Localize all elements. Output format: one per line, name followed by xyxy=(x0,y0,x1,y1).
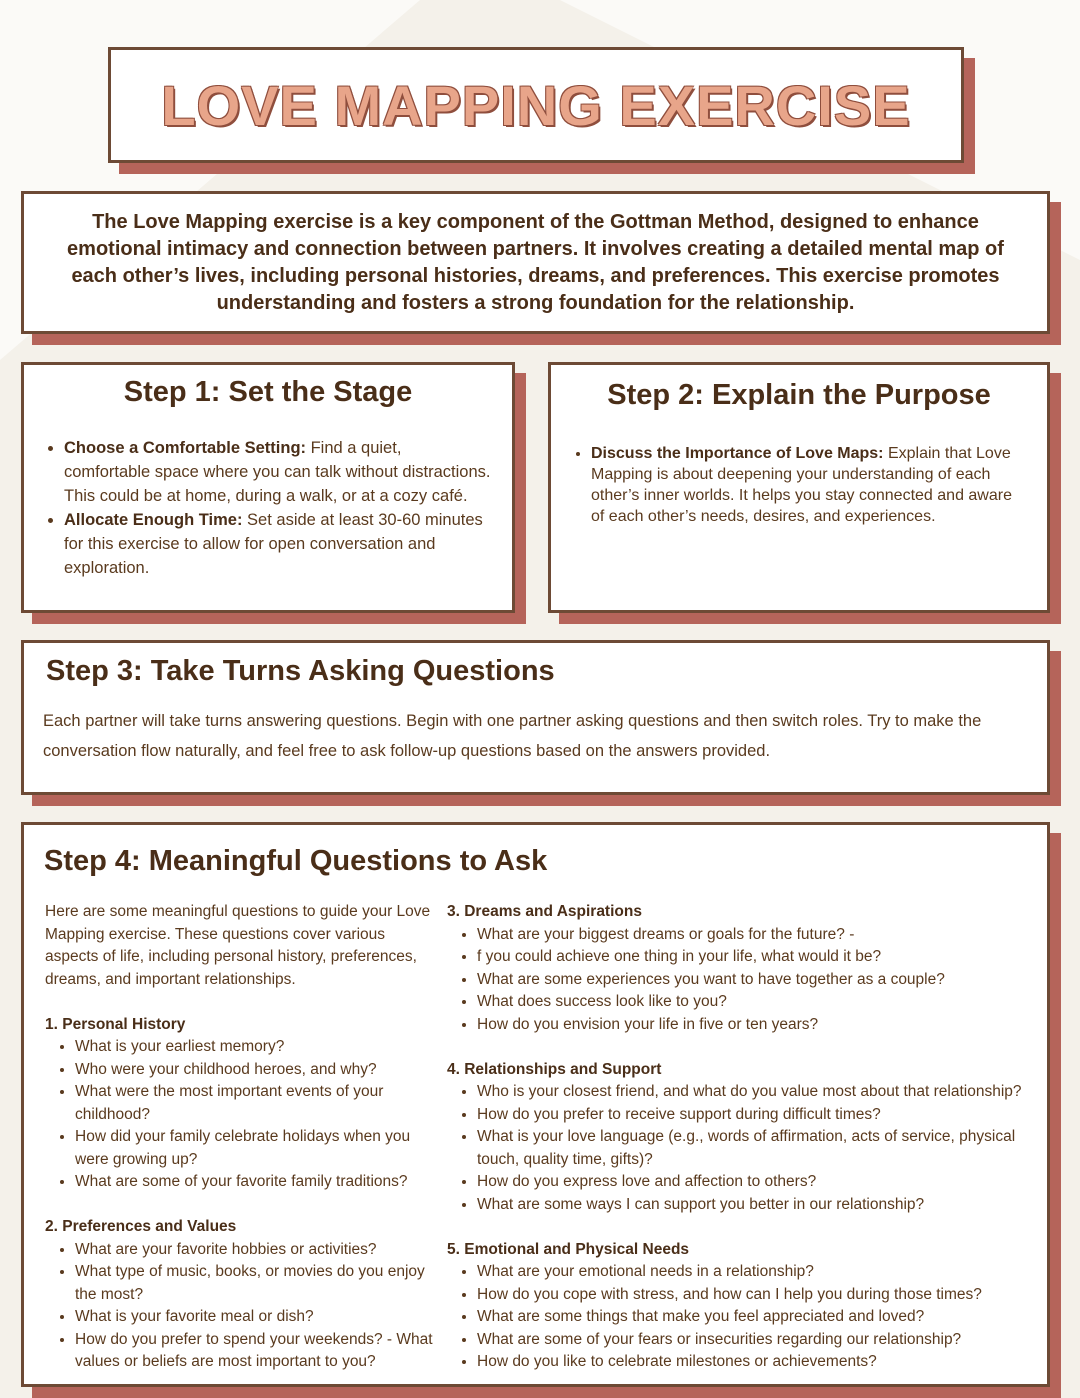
step-4-heading: Step 4: Meaningful Questions to Ask xyxy=(44,845,548,877)
question-item: • What are some experiences you want to have together as a couple? xyxy=(477,969,1047,992)
section-title: 2. Preferences and Values xyxy=(45,1218,237,1235)
question-item: • What type of music, books, or movies do you enjoy the most? xyxy=(75,1261,439,1306)
section-title: 4. Relationships and Support xyxy=(447,1060,662,1078)
item-label: Choose a Comfortable Setting: xyxy=(64,439,307,457)
item-label: Allocate Enough Time: xyxy=(64,511,243,529)
step-3-panel xyxy=(21,640,1050,795)
question-item: • What were the most important events of your childhood? xyxy=(75,1081,439,1126)
question-item: • What is your earliest memory? xyxy=(75,1036,439,1059)
list-item xyxy=(591,443,1027,527)
intro-panel xyxy=(21,191,1050,334)
question-item: • What are some things that make you feel appreciated and loved? xyxy=(477,1306,1047,1329)
question-item: • How did your family celebrate holidays when you were growing up? xyxy=(75,1126,439,1171)
question-item: • Who is your closest friend, and what do you value most about that relationship? xyxy=(477,1081,1047,1104)
question-item: • What are your emotional needs in a relationship? xyxy=(477,1261,1047,1284)
step-4-intro: Here are some meaningful questions to guide your Love Mapping exercise. These questions cover various aspects of life, including personal history, preferences, dreams, and important relationships. xyxy=(45,903,431,988)
list-item xyxy=(64,436,492,508)
section-title: 5. Emotional and Physical Needs xyxy=(447,1240,690,1258)
question-item: • What is your favorite meal or dish? xyxy=(75,1306,439,1329)
question-item: • How do you express love and affection to others? xyxy=(477,1171,1047,1194)
question-item: • What is your love language (e.g., words of affirmation, acts of service, physical touch, quality time, gifts)? xyxy=(477,1126,1047,1171)
question-item: • What are some of your favorite family traditions? xyxy=(75,1171,439,1194)
step-1-heading: Step 1: Set the Stage xyxy=(123,376,413,408)
question-item: • Who were your childhood heroes, and why? xyxy=(75,1059,439,1082)
question-item: • What are some of your fears or insecurities regarding our relationship? xyxy=(477,1329,1047,1352)
step-3-text: Each partner will take turns answering questions. Begin with one partner asking questions and then switch roles. Try to make the conversation flow naturally, and feel free to ask follow-up questions based on the answers provided. xyxy=(43,712,982,760)
question-list xyxy=(447,924,1047,1037)
question-item: • How do you prefer to spend your weekends? - What values or beliefs are most important to you? xyxy=(75,1329,439,1374)
list-item xyxy=(64,508,492,580)
title-banner xyxy=(108,47,964,163)
step-2-panel xyxy=(548,362,1050,613)
intro-text: The Love Mapping exercise is a key component of the Gottman Method, designed to enhance emotional intimacy and connection between partners. It involves creating a detailed mental map of each other’s lives, including personal histories, dreams, and preferences. This exercise promotes understanding and fosters a strong foundation for the relationship. xyxy=(67,210,1004,314)
item-text: Find a quiet, comfortable space where you can talk without distractions. This could be at home, during a walk, or at a cozy café. xyxy=(64,439,491,505)
question-item: • What does success look like to you? xyxy=(477,991,1047,1014)
step-1-panel xyxy=(21,362,515,613)
question-item: • How do you prefer to receive support during difficult times? xyxy=(477,1104,1047,1127)
step-4-panel xyxy=(21,822,1050,1387)
question-item: • How do you like to celebrate milestones or achievements? xyxy=(477,1351,1047,1374)
question-item: • How do you envision your life in five or ten years? xyxy=(477,1014,1047,1037)
item-label: Discuss the Importance of Love Maps: xyxy=(591,445,884,462)
step-1-list xyxy=(24,436,512,580)
step-3-heading: Step 3: Take Turns Asking Questions xyxy=(46,655,555,687)
page-title: LOVE MAPPING EXERCISE xyxy=(161,73,911,137)
question-item: • f you could achieve one thing in your life, what would it be? xyxy=(477,946,1047,969)
item-text: Set aside at least 30-60 minutes for this exercise to allow for open conversation and exploration. xyxy=(64,511,483,577)
questions-right-column xyxy=(447,901,1047,1374)
step-2-list xyxy=(551,443,1047,527)
question-list xyxy=(447,1261,1047,1374)
section-title: 3. Dreams and Aspirations xyxy=(447,903,642,920)
question-item: • What are some ways I can support you better in our relationship? xyxy=(477,1194,1047,1217)
question-list xyxy=(45,1239,439,1374)
question-item: • What are your favorite hobbies or activities? xyxy=(75,1239,439,1262)
question-list xyxy=(45,1036,439,1194)
question-item: • How do you cope with stress, and how can I help you during those times? xyxy=(477,1284,1047,1307)
item-text: Explain that Love Mapping is about deepening your understanding of each other’s inner worlds. It helps you stay connected and aware of each other’s needs, desires, and experiences. xyxy=(591,445,1012,525)
question-list xyxy=(447,1081,1047,1216)
section-title: 1. Personal History xyxy=(45,1015,186,1033)
questions-left-column xyxy=(45,901,439,1374)
question-item: • What are your biggest dreams or goals for the future? - xyxy=(477,924,1047,947)
step-2-heading: Step 2: Explain the Purpose xyxy=(607,379,991,411)
